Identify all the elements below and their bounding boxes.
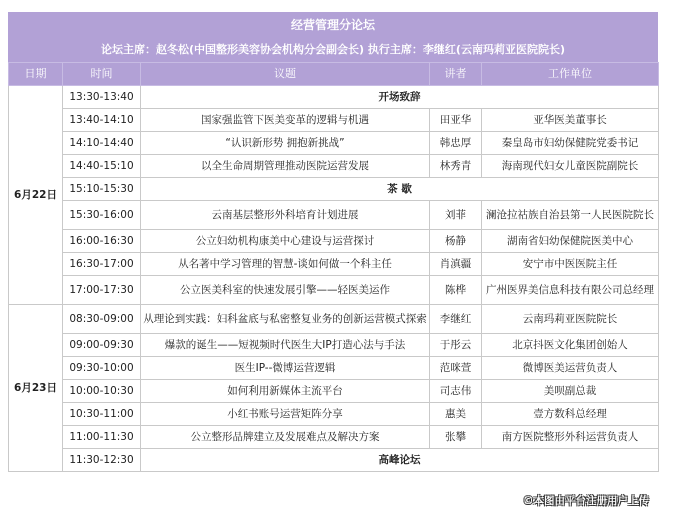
table-row	[9, 305, 659, 334]
table-row	[9, 276, 659, 305]
session-time: 15:30-16:00	[63, 201, 141, 230]
table-row	[9, 426, 659, 449]
session-unit: 壹方数科总经理	[482, 403, 659, 426]
session-time: 08:30-09:00	[63, 305, 141, 334]
forum-title: 经营管理分论坛	[8, 12, 658, 38]
session-unit: 云南玛莉亚医院院长	[482, 305, 659, 334]
session-time: 11:00-11:30	[63, 426, 141, 449]
session-unit: 南方医院整形外科运营负责人	[482, 426, 659, 449]
session-time: 14:40-15:10	[63, 155, 141, 178]
session-topic: 以全生命周期管理推动医院运营发展	[141, 155, 430, 178]
table-row	[9, 86, 659, 109]
table-header	[9, 63, 659, 86]
table-row	[9, 109, 659, 132]
session-topic: “认识新形势 拥抱新挑战”	[141, 132, 430, 155]
session-topic: 从名著中学习管理的智慧-谈如何做一个科主任	[141, 253, 430, 276]
session-speaker: 范咪萱	[430, 357, 482, 380]
session-topic: 国家强监管下医美变革的逻辑与机遇	[141, 109, 430, 132]
session-time: 16:00-16:30	[63, 230, 141, 253]
session-time: 16:30-17:00	[63, 253, 141, 276]
session-unit: 湖南省妇幼保健院医美中心	[482, 230, 659, 253]
header-time: 时间	[63, 63, 141, 86]
session-speaker: 陈桦	[430, 276, 482, 305]
session-speaker: 于彤云	[430, 334, 482, 357]
header-speaker: 讲者	[430, 63, 482, 86]
session-unit: 北京抖医文化集团创始人	[482, 334, 659, 357]
session-speaker: 司志伟	[430, 380, 482, 403]
session-time: 10:30-11:00	[63, 403, 141, 426]
session-title: 茶 歇	[141, 178, 659, 201]
table-row	[9, 380, 659, 403]
table-row	[9, 178, 659, 201]
session-time: 09:00-09:30	[63, 334, 141, 357]
header-unit: 工作单位	[482, 63, 659, 86]
table-row	[9, 253, 659, 276]
day-date: 6月22日	[9, 86, 63, 305]
session-topic: 爆款的诞生——短视频时代医生大IP打造心法与手法	[141, 334, 430, 357]
table-row	[9, 132, 659, 155]
session-time: 13:40-14:10	[63, 109, 141, 132]
session-time: 13:30-13:40	[63, 86, 141, 109]
session-speaker: 肖滇疆	[430, 253, 482, 276]
day-date: 6月23日	[9, 305, 63, 472]
session-speaker: 刘菲	[430, 201, 482, 230]
session-topic: 医生IP--微博运营逻辑	[141, 357, 430, 380]
session-topic: 公立妇幼机构康美中心建设与运营探讨	[141, 230, 430, 253]
session-topic: 公立整形品牌建立及发展难点及解决方案	[141, 426, 430, 449]
table-row	[9, 357, 659, 380]
session-topic: 如何利用新媒体主流平台	[141, 380, 430, 403]
session-unit: 广州医界美信息科技有限公司总经理	[482, 276, 659, 305]
session-unit: 亚华医美董事长	[482, 109, 659, 132]
session-speaker: 杨静	[430, 230, 482, 253]
session-title: 开场致辞	[141, 86, 659, 109]
session-topic: 小红书账号运营矩阵分享	[141, 403, 430, 426]
session-topic: 云南基层整形外科培育计划进展	[141, 201, 430, 230]
table-row	[9, 449, 659, 472]
forum-hosts: 论坛主席：赵冬松(中国整形美容协会机构分会副会长) 执行主席：李继红(云南玛莉亚医院院长)	[8, 38, 658, 62]
session-speaker: 韩忠厚	[430, 132, 482, 155]
table-row	[9, 155, 659, 178]
table-row	[9, 403, 659, 426]
session-time: 17:00-17:30	[63, 276, 141, 305]
session-topic: 从理论到实践：妇科盆底与私密整复业务的创新运营模式探索	[141, 305, 430, 334]
table-row	[9, 334, 659, 357]
session-topic: 公立医美科室的快速发展引擎——轻医美运作	[141, 276, 430, 305]
watermark: ©本图由平台注册用户上传	[523, 495, 649, 507]
session-time: 14:10-14:40	[63, 132, 141, 155]
session-time: 09:30-10:00	[63, 357, 141, 380]
session-unit: 安宁市中医医院主任	[482, 253, 659, 276]
header-date: 日期	[9, 63, 63, 86]
session-unit: 美呗副总裁	[482, 380, 659, 403]
session-speaker: 张攀	[430, 426, 482, 449]
session-time: 15:10-15:30	[63, 178, 141, 201]
session-time: 10:00-10:30	[63, 380, 141, 403]
table-row	[9, 201, 659, 230]
session-unit: 微博医美运营负责人	[482, 357, 659, 380]
session-unit: 澜沧拉祜族自治县第一人民医院院长	[482, 201, 659, 230]
session-unit: 秦皇岛市妇幼保健院党委书记	[482, 132, 659, 155]
session-speaker: 李继红	[430, 305, 482, 334]
session-speaker: 田亚华	[430, 109, 482, 132]
schedule-table	[8, 62, 659, 472]
header-topic: 议题	[141, 63, 430, 86]
forum-schedule	[8, 12, 658, 472]
session-speaker: 惠美	[430, 403, 482, 426]
session-unit: 海南现代妇女儿童医院副院长	[482, 155, 659, 178]
table-row	[9, 230, 659, 253]
session-title: 高峰论坛	[141, 449, 659, 472]
session-speaker: 林秀青	[430, 155, 482, 178]
schedule-body	[9, 86, 659, 472]
session-time: 11:30-12:30	[63, 449, 141, 472]
